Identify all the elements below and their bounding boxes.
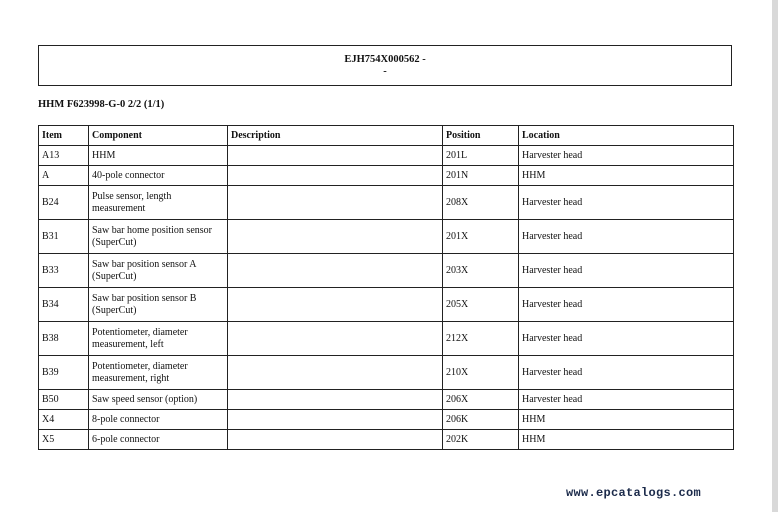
cell-component: Potentiometer, diameter measurement, right [89, 356, 228, 390]
cell-item: B38 [39, 322, 89, 356]
table-row [39, 166, 734, 186]
cell-description [228, 430, 443, 450]
cell-location: HHM [519, 166, 734, 186]
cell-position: 205X [443, 288, 519, 322]
cell-item: X4 [39, 410, 89, 430]
cell-component: Potentiometer, diameter measurement, left [89, 322, 228, 356]
table-row [39, 322, 734, 356]
cell-location: Harvester head [519, 390, 734, 410]
cell-location: Harvester head [519, 288, 734, 322]
column-header-position: Position [443, 126, 519, 146]
cell-component: 8-pole connector [89, 410, 228, 430]
cell-position: 203X [443, 254, 519, 288]
cell-description [228, 186, 443, 220]
cell-item: B31 [39, 220, 89, 254]
cell-component: 6-pole connector [89, 430, 228, 450]
table-row [39, 288, 734, 322]
cell-location: HHM [519, 410, 734, 430]
cell-item: B33 [39, 254, 89, 288]
cell-location: Harvester head [519, 220, 734, 254]
cell-description [228, 146, 443, 166]
cell-component: HHM [89, 146, 228, 166]
table-row [39, 186, 734, 220]
cell-position: 201X [443, 220, 519, 254]
table-row [39, 220, 734, 254]
cell-location: Harvester head [519, 146, 734, 166]
cell-component: Saw bar position sensor B (SuperCut) [89, 288, 228, 322]
cell-description [228, 410, 443, 430]
table-row [39, 410, 734, 430]
table-row [39, 390, 734, 410]
cell-component: Saw bar home position sensor (SuperCut) [89, 220, 228, 254]
cell-component: Saw bar position sensor A (SuperCut) [89, 254, 228, 288]
cell-location: Harvester head [519, 356, 734, 390]
cell-description [228, 390, 443, 410]
cell-item: A [39, 166, 89, 186]
cell-component: Pulse sensor, length measurement [89, 186, 228, 220]
cell-location: Harvester head [519, 186, 734, 220]
column-header-item: Item [39, 126, 89, 146]
table-header-row [39, 126, 734, 146]
column-header-component: Component [89, 126, 228, 146]
table-body [39, 146, 734, 450]
cell-location: HHM [519, 430, 734, 450]
document-header [38, 45, 732, 86]
cell-position: 208X [443, 186, 519, 220]
document-code: EJH754X000562 - [344, 54, 426, 65]
table-row [39, 430, 734, 450]
cell-description [228, 322, 443, 356]
footer-url[interactable]: www.epcatalogs.com [566, 486, 702, 500]
table-row [39, 146, 734, 166]
cell-position: 201N [443, 166, 519, 186]
cell-position: 206K [443, 410, 519, 430]
cell-position: 201L [443, 146, 519, 166]
cell-component: Saw speed sensor (option) [89, 390, 228, 410]
cell-component: 40-pole connector [89, 166, 228, 186]
cell-item: B24 [39, 186, 89, 220]
cell-position: 202K [443, 430, 519, 450]
cell-item: B50 [39, 390, 89, 410]
cell-location: Harvester head [519, 322, 734, 356]
column-header-location: Location [519, 126, 734, 146]
column-header-description: Description [228, 126, 443, 146]
cell-position: 206X [443, 390, 519, 410]
cell-item: A13 [39, 146, 89, 166]
cell-position: 210X [443, 356, 519, 390]
document-code-dash: - [383, 66, 387, 77]
cell-item: X5 [39, 430, 89, 450]
cell-description [228, 166, 443, 186]
cell-position: 212X [443, 322, 519, 356]
cell-description [228, 356, 443, 390]
table-row [39, 254, 734, 288]
cell-description [228, 288, 443, 322]
cell-description [228, 254, 443, 288]
cell-item: B34 [39, 288, 89, 322]
section-title: HHM F623998-G-0 2/2 (1/1) [38, 99, 165, 110]
table-row [39, 356, 734, 390]
cell-location: Harvester head [519, 254, 734, 288]
cell-description [228, 220, 443, 254]
cell-item: B39 [39, 356, 89, 390]
component-table [38, 125, 734, 450]
page-edge [772, 0, 778, 512]
